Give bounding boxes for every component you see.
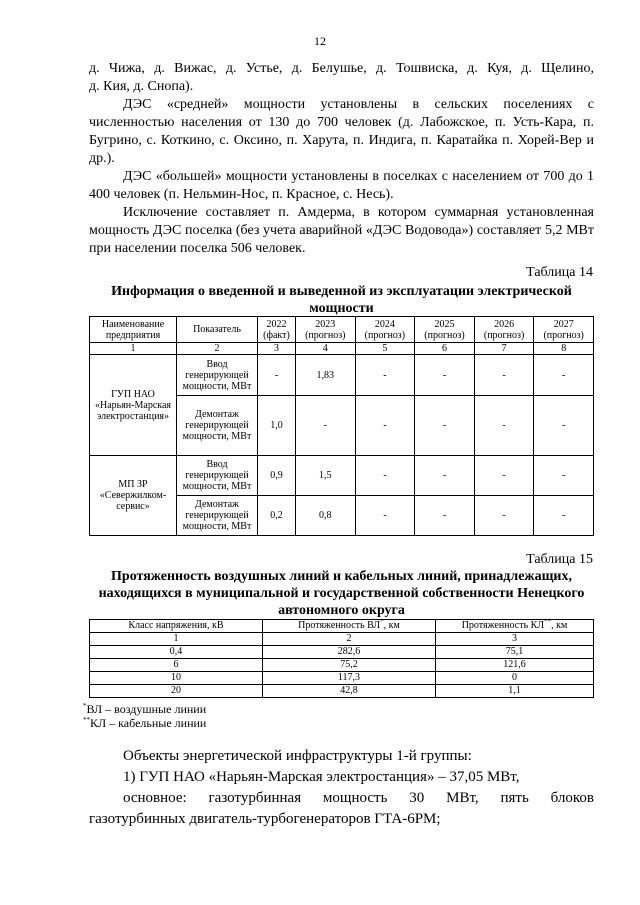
vl-length-cell: 282,6 <box>263 646 436 659</box>
value-cell: 0,9 <box>258 456 296 496</box>
voltage-cell: 0,4 <box>90 646 263 659</box>
objects-main-line-2: газотурбинных двигатель-турбогенераторов ГТА-6РМ; <box>89 811 441 827</box>
table15-label: Таблица 15 <box>526 552 593 567</box>
indicator-cell: Ввод генерирующей мощности, МВт <box>177 355 258 396</box>
paragraph-large-power: ДЭС «большей» мощности установлены в поселках с населением от 700 до 1 400 человек (п. Нельмин-Нос, п. Красное, с. Несь). <box>89 169 594 202</box>
page-number: 12 <box>314 34 326 48</box>
indicator-cell: Демонтаж генерирующей мощности, МВт <box>177 496 258 536</box>
table-row <box>90 685 594 698</box>
indicator-cell: Ввод генерирующей мощности, МВт <box>177 456 258 496</box>
indicator-cell: Демонтаж генерирующей мощности, МВт <box>177 396 258 456</box>
table14-number-cell: 4 <box>296 343 356 355</box>
enterprise-name-cell: ГУП НАО «Нарьян-Марская электростанция» <box>90 355 177 456</box>
table14-number-cell: 5 <box>355 343 415 355</box>
table15-number-row <box>90 633 594 646</box>
table14-number-row <box>90 343 594 355</box>
value-cell: - <box>474 456 534 496</box>
intro-line-2: д. Кия, д. Снопа). <box>89 79 194 94</box>
paragraph-exception: Исключение составляет п. Амдерма, в котором суммарная установленная мощность ДЭС поселка (без учета аварийной «ДЭС Водовода») составляет 5,2 МВт при населении поселка 506 человек. <box>89 205 594 256</box>
table-row <box>90 646 594 659</box>
value-cell: - <box>534 456 594 496</box>
vl-length-cell: 75,2 <box>263 659 436 672</box>
footnote-text: ВЛ – воздушные линии <box>86 702 207 716</box>
kl-length-cell: 75,1 <box>436 646 594 659</box>
table14-number-cell: 8 <box>534 343 594 355</box>
table14-title: Информация о введенной и выведенной из эксплуатации электрической мощности <box>111 284 572 316</box>
table14-number-cell: 2 <box>177 343 258 355</box>
footnote-text: КЛ – кабельные линии <box>90 716 207 730</box>
value-cell: - <box>355 456 415 496</box>
table15-header-cell <box>436 617 594 633</box>
table14-header-cell: 2026 (прогноз) <box>474 317 534 343</box>
table15-number-cell: 3 <box>436 633 594 646</box>
objects-block <box>89 746 594 830</box>
table14-header-cell: Наименование предприятия <box>90 317 177 343</box>
kl-length-cell: 121,6 <box>436 659 594 672</box>
voltage-cell: 20 <box>90 685 263 698</box>
enterprise-name-cell: МП ЗР «Севержилком-сервис» <box>90 456 177 536</box>
footnote-mark: ** <box>83 716 90 724</box>
table-row <box>90 672 594 685</box>
unit-text: , км <box>383 620 400 631</box>
value-cell: - <box>474 355 534 396</box>
kl-header-text: Протяженность КЛ <box>461 620 545 631</box>
table14-number-cell: 7 <box>474 343 534 355</box>
objects-main-line-1: основное: газотурбинная мощность 30 МВт, пять блоков <box>123 790 594 806</box>
value-cell: - <box>415 456 475 496</box>
table15 <box>89 619 594 698</box>
footnote-mark: ** <box>544 617 552 626</box>
value-cell: - <box>474 396 534 456</box>
table15-header-cell <box>263 617 436 633</box>
value-cell: - <box>355 396 415 456</box>
table-row <box>90 456 594 496</box>
footnote-kl <box>83 716 206 730</box>
value-cell: - <box>534 496 594 536</box>
value-cell: - <box>355 496 415 536</box>
table14-header-cell: 2027 (прогноз) <box>534 317 594 343</box>
table15-number-cell: 2 <box>263 633 436 646</box>
value-cell: - <box>534 396 594 456</box>
table14-label: Таблица 14 <box>526 265 593 280</box>
vl-length-cell: 42,8 <box>263 685 436 698</box>
value-cell: - <box>258 355 296 396</box>
table15-number-cell: 1 <box>90 633 263 646</box>
intro-line-1: д. Чижа, д. Вижас, д. Устье, д. Белушье, д. Тошвиска, д. Куя, д. Щелино, <box>89 61 594 76</box>
value-cell: - <box>474 496 534 536</box>
value-cell: 0,2 <box>258 496 296 536</box>
value-cell: - <box>415 355 475 396</box>
paragraph-medium-power: ДЭС «средней» мощности установлены в сельских поселениях с численностью населения от 130 до 700 человек (д. Лабожское, п. Усть-Кара, п. Бугрино, с. Коткино, с. Оксино, п. Харута, п. Индига, п. Каратайка п. Хорей-Вер и др.). <box>89 97 594 166</box>
table14-header-cell: 2022 (факт) <box>258 317 296 343</box>
objects-heading: Объекты энергетической инфраструктуры 1-й группы: <box>123 748 472 764</box>
table-row <box>90 355 594 396</box>
table14-number-cell: 3 <box>258 343 296 355</box>
table14-header-cell: Показатель <box>177 317 258 343</box>
intro-block <box>89 60 594 258</box>
voltage-cell: 10 <box>90 672 263 685</box>
table14 <box>89 316 594 536</box>
value-cell: - <box>415 396 475 456</box>
table14-header-cell: 2025 (прогноз) <box>415 317 475 343</box>
voltage-cell: 6 <box>90 659 263 672</box>
value-cell: 1,5 <box>296 456 356 496</box>
table14-header-cell: 2024 (прогноз) <box>355 317 415 343</box>
value-cell: 0,8 <box>296 496 356 536</box>
footnote-mark: * <box>380 617 384 626</box>
value-cell: 1,0 <box>258 396 296 456</box>
value-cell: 1,83 <box>296 355 356 396</box>
objects-item-1: 1) ГУП НАО «Нарьян-Марская электростанция» – 37,05 МВт, <box>123 769 520 785</box>
unit-text: , км <box>551 620 568 631</box>
vl-length-cell: 117,3 <box>263 672 436 685</box>
kl-length-cell: 1,1 <box>436 685 594 698</box>
table14-number-cell: 1 <box>90 343 177 355</box>
value-cell: - <box>296 396 356 456</box>
footnote-mark: * <box>83 702 87 710</box>
table15-title: Протяженность воздушных линий и кабельных линий, принадлежащих, находящихся в муниципальной и государственной собственности Ненецкого автономного округа <box>98 569 585 618</box>
vl-header-text: Протяженность ВЛ <box>298 620 381 631</box>
kl-length-cell: 0 <box>436 672 594 685</box>
footnote-vl <box>83 702 206 716</box>
table14-header-row <box>90 317 594 343</box>
table15-header-row <box>90 620 594 633</box>
value-cell: - <box>534 355 594 396</box>
value-cell: - <box>355 355 415 396</box>
table15-header-cell: Класс напряжения, кВ <box>90 620 263 633</box>
table14-header-cell: 2023 (прогноз) <box>296 317 356 343</box>
value-cell: - <box>415 496 475 536</box>
table14-number-cell: 6 <box>415 343 475 355</box>
table-row <box>90 659 594 672</box>
